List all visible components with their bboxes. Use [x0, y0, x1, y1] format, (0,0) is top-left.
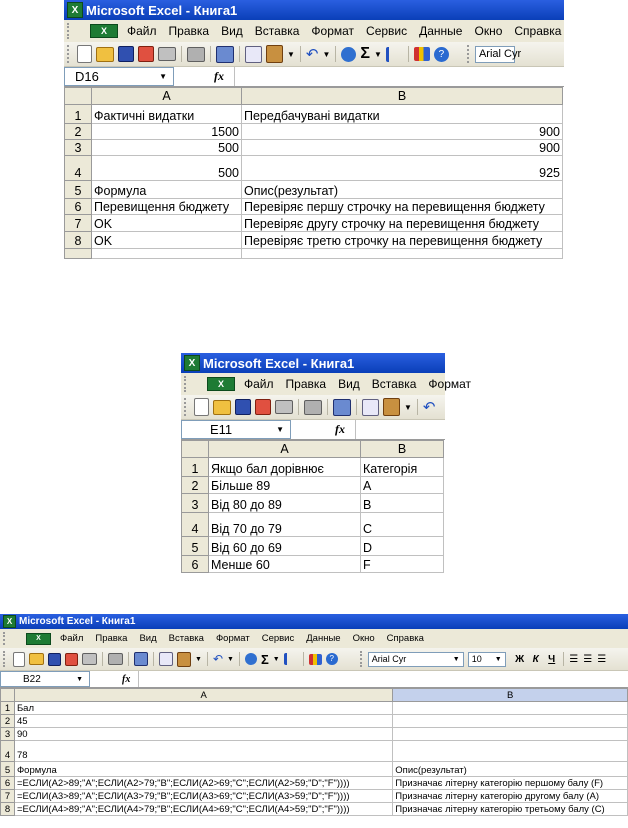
chart-wizard-icon[interactable] [309, 654, 322, 665]
font-size-value: 10 [471, 654, 482, 664]
row-header[interactable]: 4 [182, 513, 209, 537]
save-icon[interactable] [118, 46, 134, 62]
toolbar-separator [181, 46, 182, 62]
row-header[interactable]: 1 [1, 702, 15, 715]
hyperlink-icon[interactable] [245, 653, 257, 665]
paste-icon[interactable] [266, 45, 283, 63]
workbook-icon[interactable]: X [26, 633, 51, 645]
cell[interactable] [393, 741, 628, 762]
row-header[interactable]: 4 [1, 741, 15, 762]
sort-ascending-icon[interactable] [386, 47, 403, 62]
table-row [182, 513, 444, 537]
table-row [1, 803, 628, 816]
cell[interactable]: A [361, 477, 444, 494]
toolbar-grip[interactable] [3, 651, 8, 667]
column-header-row [1, 689, 628, 702]
sheet-grid [64, 87, 563, 259]
cell[interactable]: D [361, 537, 444, 556]
cell[interactable]: 900 [242, 140, 563, 156]
copy-icon[interactable] [245, 46, 262, 63]
permission-icon[interactable] [138, 46, 154, 62]
cell[interactable]: F [361, 556, 444, 573]
cell[interactable]: 500 [92, 156, 242, 181]
cell[interactable]: C [361, 513, 444, 537]
menu-insert[interactable]: Вставка [168, 633, 204, 644]
table-row [1, 777, 628, 790]
toolbar-separator [102, 652, 103, 666]
chevron-down-icon[interactable]: ▼ [195, 655, 202, 663]
open-icon[interactable] [213, 400, 231, 415]
row-header[interactable]: 3 [182, 494, 209, 513]
permission-icon[interactable] [255, 399, 271, 415]
cell[interactable]: Бал [14, 702, 392, 715]
row-header[interactable]: 8 [1, 803, 15, 816]
column-header-row [182, 441, 444, 458]
table-row [182, 494, 444, 513]
font-name-select[interactable] [475, 46, 522, 63]
menu-view[interactable]: Вид [139, 633, 157, 644]
table-row [65, 124, 563, 140]
open-icon[interactable] [29, 653, 44, 665]
cell[interactable]: Від 60 до 69 [209, 537, 361, 556]
save-icon[interactable] [235, 399, 251, 415]
column-header-a[interactable]: A [209, 441, 361, 458]
paste-icon[interactable] [177, 652, 191, 667]
formula-input[interactable] [234, 67, 564, 86]
sheet-grid [0, 688, 628, 816]
toolbar-separator [356, 399, 357, 415]
toolbar-separator [303, 652, 304, 666]
workbook-icon[interactable]: X [207, 377, 235, 391]
cell[interactable]: Якщо бал дорівнює [209, 458, 361, 477]
column-header-b[interactable]: B [393, 689, 628, 702]
row-header[interactable]: 7 [1, 790, 15, 803]
name-box[interactable] [0, 671, 90, 687]
cell[interactable]: Призначає літерну категорію першому балу (F) [393, 777, 628, 790]
workbook-icon[interactable]: X [90, 24, 118, 38]
cell[interactable]: =ЕСЛИ(A2>89;"A";ЕСЛИ(A2>79;"B";ЕСЛИ(A2>69;"C";ЕСЛИ(A2>59;"D";"F")))) [14, 777, 392, 790]
row-header[interactable]: 8 [65, 232, 92, 249]
font-name-select[interactable] [368, 652, 464, 667]
column-header-b[interactable]: B [242, 88, 563, 105]
cell[interactable]: Формула [92, 181, 242, 199]
chevron-down-icon[interactable]: ▼ [374, 49, 382, 59]
menu-file[interactable]: Файл [60, 633, 84, 644]
print-preview-icon[interactable] [108, 653, 123, 665]
menu-data[interactable]: Данные [419, 24, 463, 38]
font-name-value: Arial Cyr [478, 48, 522, 60]
row-header[interactable]: 6 [65, 199, 92, 215]
row-header[interactable]: 1 [65, 105, 92, 124]
select-all-corner[interactable] [182, 441, 209, 458]
help-icon[interactable]: ? [434, 47, 449, 62]
menu-file[interactable]: Файл [127, 24, 157, 38]
menu-view[interactable]: Вид [221, 24, 243, 38]
cell[interactable]: Опис(результат) [393, 762, 628, 777]
toolbar-grip[interactable] [184, 398, 189, 416]
menu-window[interactable]: Окно [352, 633, 375, 644]
table-row [182, 556, 444, 573]
cell[interactable]: OK [92, 232, 242, 249]
new-icon[interactable] [77, 45, 92, 63]
chevron-down-icon[interactable]: ▼ [404, 402, 412, 412]
table-row [1, 728, 628, 741]
sort-ascending-icon[interactable] [284, 653, 298, 665]
bold-button[interactable]: Ж [515, 653, 525, 665]
function-icon[interactable]: fx [335, 422, 345, 436]
menu-view[interactable]: Вид [338, 377, 360, 391]
column-header-a[interactable]: A [92, 88, 242, 105]
excel-window-1 [64, 0, 564, 254]
table-row [65, 156, 563, 181]
row-header[interactable]: 5 [65, 181, 92, 199]
excel-app-icon: X [67, 2, 83, 18]
print-preview-icon[interactable] [187, 47, 205, 62]
menu-format[interactable]: Формат [215, 633, 250, 644]
toolbar-separator [128, 652, 129, 666]
toolbar-separator [210, 46, 211, 62]
row-header[interactable]: 6 [182, 556, 209, 573]
undo-icon[interactable]: ↶ [305, 46, 319, 63]
menu-insert[interactable]: Вставка [254, 24, 300, 38]
paste-icon[interactable] [383, 398, 400, 416]
cell[interactable]: Призначає літерну категорію третьому балу (C) [393, 803, 628, 816]
cell[interactable]: Від 70 до 79 [209, 513, 361, 537]
chevron-down-icon[interactable]: ▼ [322, 49, 331, 59]
table-row [182, 458, 444, 477]
new-icon[interactable] [13, 652, 25, 667]
toolbar-separator [327, 399, 328, 415]
cell[interactable]: Призначає літерну категорію другому балу (A) [393, 790, 628, 803]
toolbar-separator [408, 46, 409, 62]
cell[interactable]: 90 [14, 728, 392, 741]
table-row [65, 105, 563, 124]
cell[interactable] [393, 728, 628, 741]
table-row [65, 249, 563, 259]
menu-window[interactable]: Окно [474, 24, 503, 38]
standard-toolbar [181, 395, 445, 420]
window-title: Microsoft Excel - Книга1 [19, 616, 136, 627]
row-header[interactable]: 7 [65, 215, 92, 232]
menu-edit[interactable]: Правка [95, 633, 128, 644]
toolbar-separator [239, 652, 240, 666]
cell[interactable]: =ЕСЛИ(A3>89;"A";ЕСЛИ(A3>79;"B";ЕСЛИ(A3>69;"C";ЕСЛИ(A3>59;"D";"F")))) [14, 790, 392, 803]
name-box-value: D16 [75, 69, 99, 84]
toolbar-grip[interactable] [67, 45, 72, 63]
row-header[interactable]: 1 [182, 458, 209, 477]
row-header[interactable]: 2 [65, 124, 92, 140]
formula-bar [181, 420, 445, 440]
select-all-corner[interactable] [65, 88, 92, 105]
formula-bar [64, 67, 564, 87]
row-header[interactable]: 6 [1, 777, 15, 790]
menu-data[interactable]: Данные [306, 633, 341, 644]
cell[interactable] [92, 249, 242, 259]
table-row [182, 537, 444, 556]
toolbar-grip[interactable] [360, 651, 365, 667]
cell[interactable]: Передбачувані видатки [242, 105, 563, 124]
standard-toolbar [64, 42, 564, 67]
title-bar [181, 353, 445, 373]
menu-edit[interactable]: Правка [285, 377, 327, 391]
table-row [1, 715, 628, 728]
cell[interactable]: =ЕСЛИ(A4>89;"A";ЕСЛИ(A4>79;"B";ЕСЛИ(A4>69;"C";ЕСЛИ(A4>59;"D";"F")))) [14, 803, 392, 816]
menu-format[interactable]: Формат [428, 377, 472, 391]
copy-icon[interactable] [159, 652, 173, 666]
cell[interactable]: Опис(результат) [242, 181, 563, 199]
align-center-icon[interactable]: ☰ [583, 653, 593, 665]
cell[interactable]: OK [92, 215, 242, 232]
font-size-select[interactable] [468, 652, 506, 667]
chevron-down-icon[interactable]: ▼ [287, 49, 295, 59]
window-title: Microsoft Excel - Книга1 [86, 2, 238, 18]
toolbar-separator [417, 399, 418, 415]
excel-window-3 [0, 614, 628, 828]
row-header[interactable]: 3 [65, 140, 92, 156]
cell[interactable]: Фактичні видатки [92, 105, 242, 124]
spelling-icon[interactable] [333, 399, 351, 416]
excel-app-icon: X [3, 615, 16, 628]
permission-icon[interactable] [65, 653, 78, 666]
sheet-grid [181, 440, 444, 573]
table-row [65, 199, 563, 215]
toolbar-separator [563, 652, 564, 666]
table-row [65, 181, 563, 199]
formula-input[interactable] [138, 671, 628, 687]
copy-icon[interactable] [362, 399, 379, 416]
spelling-icon[interactable] [216, 46, 234, 63]
column-header-b[interactable]: B [361, 441, 444, 458]
table-row [1, 702, 628, 715]
chevron-down-icon[interactable]: ▼ [276, 425, 284, 434]
chevron-down-icon[interactable]: ▼ [452, 655, 460, 663]
cell[interactable]: Перевищення бюджету [92, 199, 242, 215]
align-right-icon[interactable]: ☰ [597, 653, 607, 665]
cell[interactable]: 45 [14, 715, 392, 728]
row-header[interactable]: 4 [65, 156, 92, 181]
formula-bar [0, 671, 628, 688]
print-preview-icon[interactable] [304, 400, 322, 415]
print-icon[interactable] [275, 400, 293, 414]
cell[interactable]: Від 80 до 89 [209, 494, 361, 513]
row-header[interactable]: 5 [1, 762, 15, 777]
open-icon[interactable] [96, 47, 114, 62]
menu-bar [64, 20, 564, 42]
print-icon[interactable] [82, 653, 97, 665]
font-name-value: Arial Cyr [371, 654, 407, 664]
toolbar-separator [153, 652, 154, 666]
cell[interactable]: Менше 60 [209, 556, 361, 573]
toolbar-separator [300, 46, 301, 62]
help-icon[interactable]: ? [326, 653, 338, 665]
menu-tools[interactable]: Сервис [366, 24, 408, 38]
table-row [1, 762, 628, 777]
name-box[interactable] [64, 67, 174, 86]
cell[interactable]: Категорія [361, 458, 444, 477]
toolbar-separator [335, 46, 336, 62]
undo-icon[interactable]: ↶ [422, 399, 436, 416]
menu-grip[interactable] [3, 632, 20, 645]
cell[interactable] [393, 702, 628, 715]
cell[interactable]: Перевіряє другу строчку на перевищення бюджету [242, 215, 563, 232]
formula-input[interactable] [355, 420, 445, 439]
function-icon[interactable]: fx [214, 69, 224, 83]
underline-button[interactable]: Ч [548, 653, 556, 665]
chevron-down-icon[interactable]: ▼ [159, 72, 167, 81]
new-icon[interactable] [194, 398, 209, 416]
cell[interactable]: 500 [92, 140, 242, 156]
chart-wizard-icon[interactable] [414, 47, 430, 61]
menu-grip[interactable] [67, 23, 84, 39]
undo-icon[interactable]: ↶ [212, 652, 223, 666]
autosum-icon[interactable]: Σ [360, 45, 371, 62]
table-row [65, 215, 563, 232]
toolbar-separator [298, 399, 299, 415]
cell[interactable]: B [361, 494, 444, 513]
row-header[interactable]: 2 [1, 715, 15, 728]
save-icon[interactable] [48, 653, 61, 666]
row-header[interactable]: 5 [182, 537, 209, 556]
align-left-icon[interactable]: ☰ [569, 653, 579, 665]
table-row [1, 790, 628, 803]
menu-bar [0, 629, 628, 648]
cell[interactable]: Більше 89 [209, 477, 361, 494]
toolbar-separator [207, 652, 208, 666]
menu-tools[interactable]: Сервис [261, 633, 295, 644]
cell[interactable]: Перевіряє третю строчку на перевищення бюджету [242, 232, 563, 249]
cell[interactable]: 900 [242, 124, 563, 140]
column-header-a[interactable]: A [14, 689, 392, 702]
name-box-value: B22 [23, 673, 41, 685]
chevron-down-icon[interactable]: ▼ [494, 655, 502, 663]
italic-button[interactable]: К [532, 653, 539, 665]
cell[interactable] [242, 249, 563, 259]
function-icon[interactable]: fx [122, 673, 131, 685]
table-row [65, 232, 563, 249]
excel-app-icon: X [184, 355, 200, 371]
title-bar [0, 614, 628, 629]
chevron-down-icon[interactable]: ▼ [227, 655, 234, 663]
title-bar [64, 0, 564, 20]
column-header-row [65, 88, 563, 105]
select-all-corner[interactable] [1, 689, 15, 702]
toolbar-grip[interactable] [467, 45, 472, 63]
cell[interactable]: 1500 [92, 124, 242, 140]
hyperlink-icon[interactable] [341, 47, 356, 62]
cell[interactable]: Формула [14, 762, 392, 777]
autosum-icon[interactable]: Σ [260, 651, 269, 667]
menu-format[interactable]: Формат [311, 24, 355, 38]
name-box[interactable] [181, 420, 291, 439]
excel-window-2 [181, 353, 472, 572]
menu-bar [181, 373, 472, 395]
cell[interactable]: 78 [14, 741, 392, 762]
menu-file[interactable]: Файл [244, 377, 274, 391]
table-row [1, 741, 628, 762]
standard-toolbar [0, 648, 628, 671]
chevron-down-icon[interactable]: ▼ [272, 655, 280, 663]
cell[interactable] [393, 715, 628, 728]
table-row [65, 140, 563, 156]
row-header[interactable]: 2 [182, 477, 209, 494]
menu-help[interactable]: Справка [386, 633, 424, 644]
cell[interactable]: Перевіряє першу строчку на перевищення бюджету [242, 199, 563, 215]
menu-help[interactable]: Справка [514, 24, 562, 38]
spelling-icon[interactable] [134, 652, 148, 666]
menu-edit[interactable]: Правка [168, 24, 210, 38]
menu-insert[interactable]: Вставка [371, 377, 417, 391]
name-box-value: E11 [210, 422, 233, 437]
menu-grip[interactable] [184, 376, 201, 392]
row-header[interactable] [65, 249, 92, 259]
window-title: Microsoft Excel - Книга1 [203, 355, 355, 371]
table-row [182, 477, 444, 494]
cell[interactable]: 925 [242, 156, 563, 181]
print-icon[interactable] [158, 47, 176, 61]
chevron-down-icon[interactable]: ▼ [76, 675, 83, 683]
row-header[interactable]: 3 [1, 728, 15, 741]
toolbar-separator [239, 46, 240, 62]
